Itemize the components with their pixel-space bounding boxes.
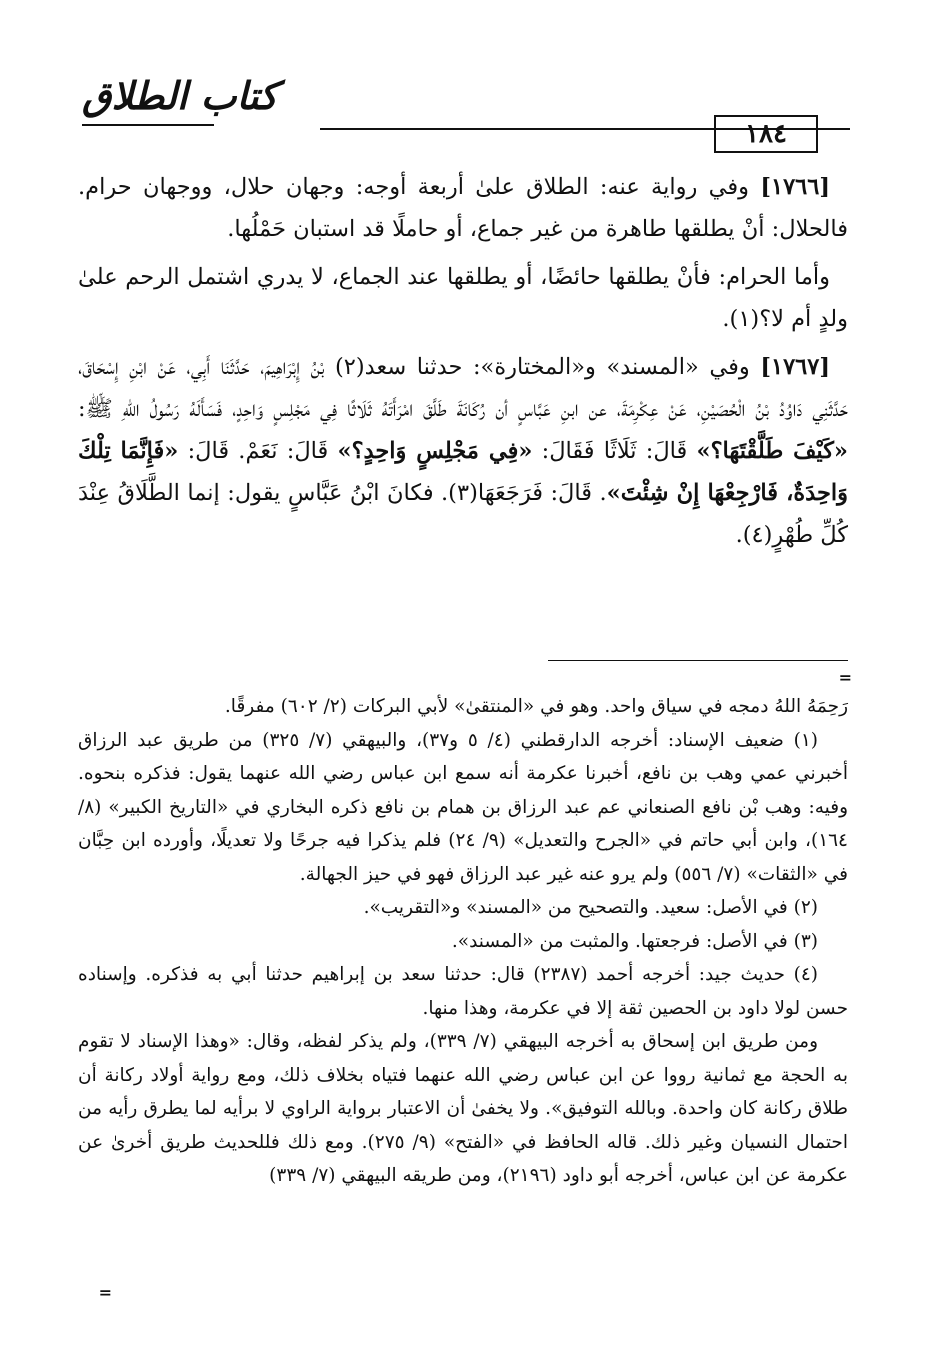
hadith-text: . قَالَ: فَرَجَعَهَا(٣). فكانَ ابْنُ عَبَّاسٍ يقول: إنما الطَّلَاقُ عِنْدَ كُلِّ طُهْرٍ(٤). — [78, 480, 848, 548]
page-number: ١٨٤ — [714, 115, 818, 153]
prophet-quote: «فَإِنَّمَا تِلْكَ وَاحِدَةٌ، فَارْجِعْهَا إِنْ شِئْتَ» — [78, 438, 848, 506]
footnote-2: (٢) في الأصل: سعيد. والتصحيح من «المسند» و«التقريب». — [363, 897, 818, 918]
footnote-separator — [548, 660, 848, 661]
hadith-text: قَالَ: نَعَمْ. قَالَ: — [178, 438, 338, 464]
hadith-text: وفي «المسند» و«المختارة»: حدثنا سعد(٢) بْنُ إِبْرَاهِيمَ، حَدَّثَنَا أَبِي، عَنْ ابْنِ إِسْحَاقَ، حَدَّثَنِي دَاوُدُ بْنُ الْحُصَيْنِ، عَنْ عِكْرِمَةَ، عن ابنِ عَبَّاسٍ أن رُكَانَةَ طَلَّقَ امْرَأَتَهُ ثَلَاثًا فِي مَجْلِسٍ وَاحِدٍ، فَسَأَلَهُ رَسُولُ اللهِ ﷺ: — [78, 354, 848, 422]
hadith-1767 — [78, 346, 848, 556]
prophet-quote: «كَيْفَ طَلَّقْتَهَا؟» — [696, 438, 848, 464]
hadith-number: [١٧٦٦] — [760, 174, 830, 200]
footnote-4: (٤) حديث جيد: أخرجه أحمد (٢٣٨٧) قال: حدثنا سعد بن إبراهيم حدثنا أبي به فذكره. وإسناده حسن لولا داود بن الحصين ثقة إلا في عكرمة، وهذا منها. — [78, 964, 848, 1019]
end-mark: = — [98, 1283, 112, 1302]
title-underline — [82, 124, 214, 126]
hadith-1766-cont — [78, 256, 848, 340]
prophet-quote: «فِي مَجْلِسٍ وَاحِدٍ؟» — [337, 438, 533, 464]
footnotes — [78, 690, 848, 1193]
hadith-text: وأما الحرام: فأنْ يطلقها حائضًا، أو يطلقها عند الجماع، لا يدري اشتمل الرحم علىٰ ولدٍ أم لا؟(١). — [78, 264, 848, 332]
footnote-1: (١) ضعيف الإسناد: أخرجه الدارقطني (٤/ ٥ و٣٧)، والبيهقي (٧/ ٣٢٥) من طريق عبد الرزاق أخبرني عمي وهب بن نافع، أخبرنا عكرمة أنه سمع ابن عباس رضي الله عنهما يقول: فذكره بنحوه. وفيه: وهب بْن نافع الصنعاني عم عبد الرزاق بن همام بن نافع ذكره البخاري في «التاريخ الكبير» (٨/ ١٦٤)، وابن أبي حاتم في «الجرح والتعديل» (٩/ ٢٤) فلم يذكرا فيه جرحًا ولا تعديلًا، وأورده ابن حِبَّان في «الثقات» (٧/ ٥٥٦) ولم يرو عنه غير عبد الرزاق فهو في حيز الجهالة. — [78, 729, 848, 885]
hadith-1766 — [78, 166, 848, 250]
footnote-3: (٣) في الأصل: فرجعتها. والمثبت من «المسند». — [451, 930, 818, 952]
hadith-number: [١٧٦٧] — [760, 354, 830, 380]
continuation-mark: = — [838, 668, 852, 687]
book-title: كتاب الطلاق — [82, 74, 278, 118]
hadith-text: قَالَ: ثَلَاثًا فَقَالَ: — [532, 438, 697, 464]
footnote-4-cont: ومن طريق ابن إسحاق به أخرجه البيهقي (٧/ ٣٣٩)، ولم يذكر لفظه، وقال: «وهذا الإسناد لا تقوم به الحجة مع ثمانية رووا عن ابن عباس رضي الله عنهما فتياه بخلاف ذلك، ومع رواية أولاد ركانة أن طلاق ركانة كان واحدة. وبالله التوفيق». ولا يخفىٰ أن الاعتبار برواية الراوي لا برأيه لما يطرق رأيه من احتمال النسيان وغير ذلك. قاله الحافظ في «الفتح» (٩/ ٢٧٥). ومع ذلك فللحديث طريق أخرىٰ عن عكرمة عن ابن عباس، أخرجه أبو داود (٢١٩٦)، ومن طريقه البيهقي (٧/ ٣٣٩) — [78, 1031, 848, 1186]
page-header — [82, 58, 850, 178]
hadith-text: وفي رواية عنه: الطلاق علىٰ أربعة أوجه: وجهان حلال، ووجهان حرام. فالحلال: أنْ يطلقها طاهرة من غير جماع، أو حاملًا قد استبان حَمْلُها. — [78, 174, 848, 242]
footnote-continuation: رَحِمَهُ اللهُ دمجه في سياق واحد. وهو في «المنتقىٰ» لأبي البركات (٢/ ٦٠٢) مفرقًا. — [224, 696, 848, 717]
main-text — [78, 166, 848, 556]
